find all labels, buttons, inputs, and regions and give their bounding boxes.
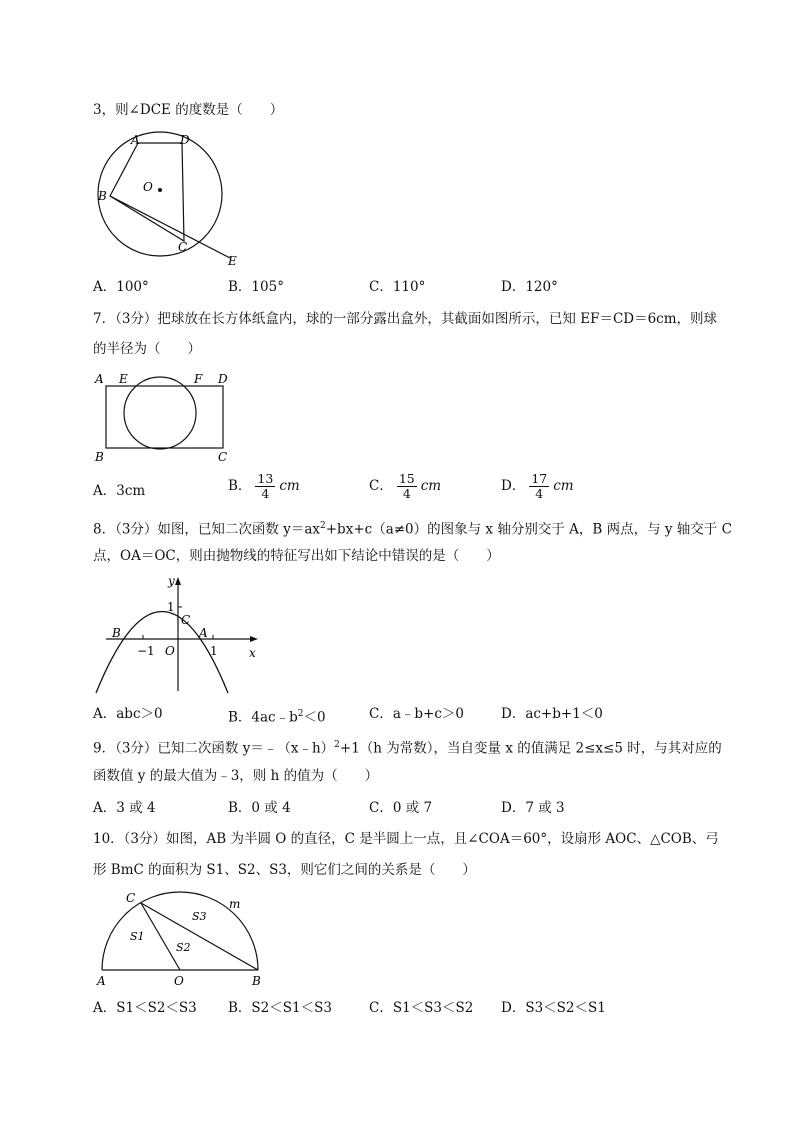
q10-label-A: A xyxy=(97,974,106,988)
q9-stem-line1-b: +1（h 为常数），当自变量 x 的值满足 2≤x≤5 时，与其对应的 xyxy=(339,740,722,757)
q7-option-d-unit: cm xyxy=(553,478,574,494)
q8-option-b-sup: 2 xyxy=(297,709,304,719)
q8-stem-line1 xyxy=(93,517,732,539)
q9-stem-line2: 函数值 y 的最大值为﹣3，则 h 的值为（ ） xyxy=(93,768,379,784)
q9-stem-line1 xyxy=(93,736,722,758)
q8-label-y: y xyxy=(168,574,175,588)
q7-option-c[interactable] xyxy=(369,472,441,501)
q7-stem-line1: 7．（3分）把球放在长方体纸盒内，球的一部分露出盒外，其截面如图所示，已知 EF＝CD＝6cm，则球 xyxy=(93,311,718,327)
q10-label-S2: S2 xyxy=(176,941,191,954)
q8-label-one-right: 1 xyxy=(210,644,218,658)
q7-option-d-denominator: 4 xyxy=(535,486,544,501)
q8-stem-line1-a: 8．（3分）如图，已知二次函数 y＝ax xyxy=(93,521,321,538)
q10-option-d[interactable]: D．S3＜S2＜S1 xyxy=(501,1000,606,1016)
q8-option-b-b: ＜0 xyxy=(303,709,326,726)
q8-option-a[interactable]: A．abc＞0 xyxy=(93,706,163,722)
q6-stem-tail: 3，则∠DCE 的度数是（ ） xyxy=(93,102,284,118)
q7-option-b-numerator: 13 xyxy=(257,471,274,486)
q8-label-one-top: 1 xyxy=(167,600,175,614)
q7-figure-box xyxy=(92,370,237,465)
q8-option-b-a: B．4ac﹣b xyxy=(228,709,298,726)
q6-label-B: B xyxy=(98,189,107,203)
q9-option-a[interactable]: A．3 或 4 xyxy=(93,800,156,816)
q10-option-a[interactable]: A．S1＜S2＜S3 xyxy=(93,1000,197,1016)
q10-label-O: O xyxy=(174,974,184,988)
q8-stem-line2: 点，OA＝OC，则由抛物线的特征写出如下结论中错误的是（ ） xyxy=(93,548,500,564)
q8-stem-line1-b: +bx+c（a≠0）的图象与 x 轴分别交于 A，B 两点，与 y 轴交于 C xyxy=(325,521,732,538)
q7-option-d-numerator: 17 xyxy=(531,471,548,486)
q7-label-E: E xyxy=(119,372,128,386)
q10-label-S3: S3 xyxy=(192,910,207,923)
q8-option-d[interactable]: D．ac+b+1＜0 xyxy=(501,706,603,722)
q7-option-c-unit: cm xyxy=(420,478,442,494)
q10-option-c[interactable]: C．S1＜S3＜S2 xyxy=(369,1000,474,1016)
q7-option-c-numerator: 15 xyxy=(398,471,415,486)
q7-label-C: C xyxy=(218,450,228,464)
q7-option-c-prefix: C． xyxy=(369,478,393,494)
q6-option-a[interactable]: A．100° xyxy=(93,279,149,295)
q8-figure-parabola xyxy=(92,575,262,695)
q6-label-E: E xyxy=(228,254,237,268)
q8-label-neg1: −1 xyxy=(137,644,155,658)
q8-label-C: C xyxy=(181,613,191,627)
q9-stem-line1-a: 9．（3分）已知二次函数 y＝﹣（x﹣h） xyxy=(93,740,335,757)
q6-label-D: D xyxy=(180,133,190,147)
q10-label-C: C xyxy=(126,891,136,905)
q7-option-d-fraction xyxy=(529,472,549,501)
q10-label-S1: S1 xyxy=(130,930,145,943)
q6-label-A: A xyxy=(131,133,140,147)
q7-option-b-fraction xyxy=(255,472,275,501)
q7-option-d[interactable] xyxy=(501,472,574,501)
q8-label-O: O xyxy=(165,644,175,658)
q8-option-c[interactable]: C．a﹣b+c＞0 xyxy=(369,706,464,722)
q6-figure-circle xyxy=(96,130,246,268)
q7-option-c-fraction xyxy=(397,472,417,501)
q7-option-a[interactable]: A．3cm xyxy=(93,483,146,499)
q8-label-x: x xyxy=(249,646,256,660)
q7-option-d-prefix: D． xyxy=(501,478,526,494)
q9-option-d[interactable]: D．7 或 3 xyxy=(501,800,565,816)
q7-option-b-prefix: B． xyxy=(228,478,252,494)
q7-option-b[interactable] xyxy=(228,472,300,501)
q8-option-b[interactable] xyxy=(228,705,326,727)
q10-label-m: m xyxy=(229,897,241,911)
q8-label-A: A xyxy=(199,626,208,640)
q6-option-b[interactable]: B．105° xyxy=(228,279,284,295)
q6-option-c[interactable]: C．110° xyxy=(369,279,426,295)
q10-stem-line2: 形 BmC 的面积为 S1、S2、S3，则它们之间的关系是（ ） xyxy=(93,862,476,878)
q9-option-c[interactable]: C．0 或 7 xyxy=(369,800,433,816)
q7-option-b-denominator: 4 xyxy=(261,486,270,501)
q7-label-A: A xyxy=(95,372,104,386)
q7-label-B: B xyxy=(95,450,104,464)
q8-stem-line1-sup: 2 xyxy=(320,521,326,531)
q9-option-b[interactable]: B．0 或 4 xyxy=(228,800,291,816)
q6-label-O: O xyxy=(143,180,153,194)
q7-label-F: F xyxy=(194,372,203,386)
q10-option-b[interactable]: B．S2＜S1＜S3 xyxy=(228,1000,332,1016)
q7-option-b-unit: cm xyxy=(279,478,300,494)
q7-option-c-denominator: 4 xyxy=(402,486,411,501)
q8-label-B: B xyxy=(112,626,121,640)
q7-stem-line2: 的半径为（ ） xyxy=(93,341,201,357)
q10-stem-line1: 10．（3分）如图，AB 为半圆 O 的直径，C 是半圆上一点，且∠COA＝60°，设扇形 AOC、△COB、弓 xyxy=(93,831,719,847)
q6-option-d[interactable]: D．120° xyxy=(501,279,558,295)
q10-figure-semicircle xyxy=(92,890,272,990)
q7-label-D: D xyxy=(218,372,228,386)
q9-stem-line1-sup: 2 xyxy=(334,740,340,750)
q10-label-B: B xyxy=(252,974,261,988)
q6-label-C: C xyxy=(178,240,188,254)
